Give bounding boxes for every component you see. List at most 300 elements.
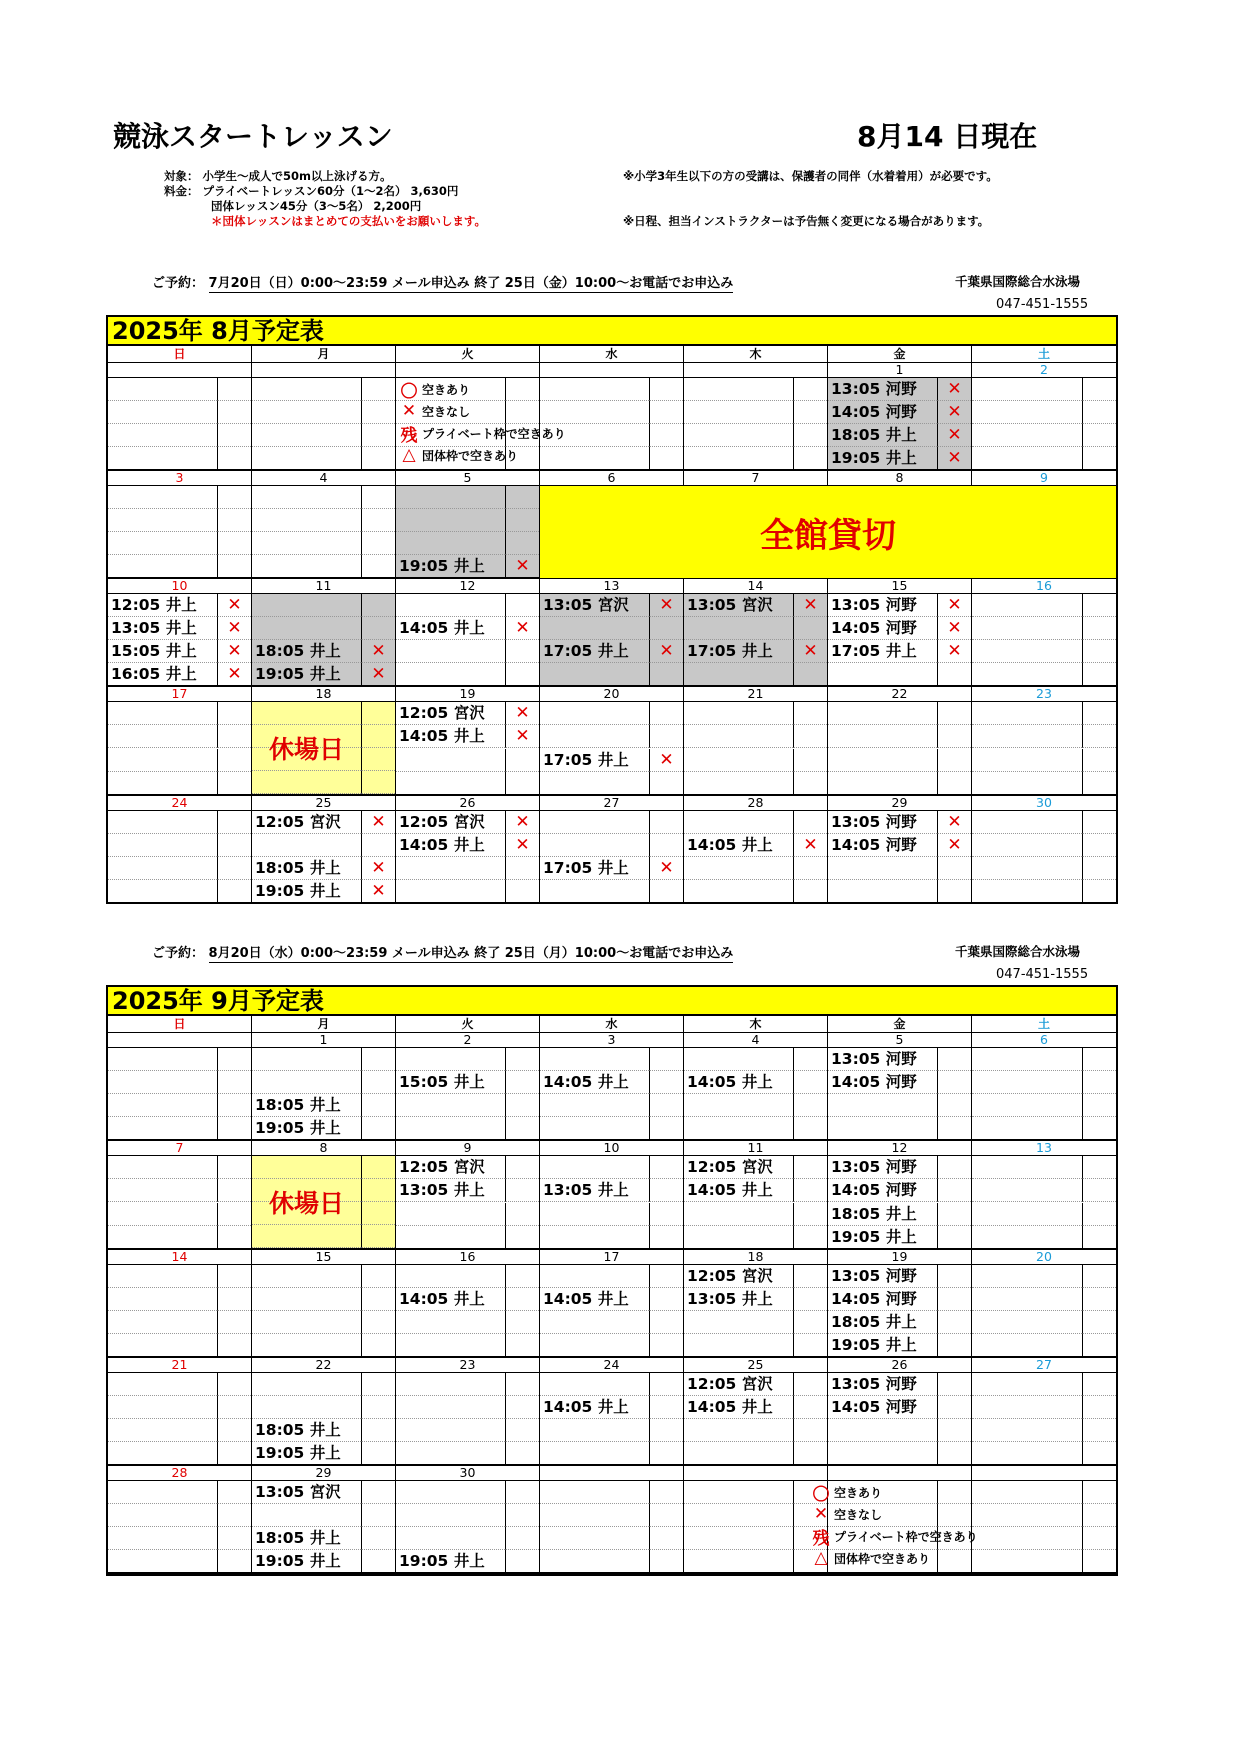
- lesson-slot[interactable]: [252, 1311, 361, 1334]
- lesson-slot[interactable]: [972, 702, 1082, 725]
- lesson-slot[interactable]: [108, 1550, 217, 1572]
- availability-mark: [217, 532, 251, 555]
- lesson-slot[interactable]: [396, 1527, 505, 1550]
- lesson-slot[interactable]: 13:05 河野: [828, 1265, 937, 1288]
- availability-mark: [361, 1334, 395, 1356]
- lesson-slot[interactable]: [396, 857, 505, 880]
- lesson-slot[interactable]: [252, 509, 361, 532]
- lesson-slot[interactable]: 13:05 宮沢: [252, 1481, 361, 1504]
- lesson-slot[interactable]: [108, 1396, 217, 1419]
- lesson-slot[interactable]: [972, 1527, 1082, 1550]
- availability-mark: [361, 555, 395, 577]
- lesson-slot[interactable]: 13:05 井上: [684, 1288, 793, 1311]
- availability-mark: [793, 1048, 827, 1071]
- lesson-slot[interactable]: 13:05 宮沢: [684, 594, 793, 617]
- weekday-header: [108, 1016, 1116, 1033]
- lesson-slot[interactable]: 17:05 井上: [540, 749, 649, 772]
- lesson-slot[interactable]: [252, 424, 361, 447]
- lesson-slot[interactable]: 13:05 井上: [108, 617, 217, 640]
- lesson-slot[interactable]: [684, 1419, 793, 1442]
- lesson-slot[interactable]: [108, 834, 217, 857]
- lesson-slot[interactable]: [108, 1481, 217, 1504]
- lesson-slot[interactable]: [108, 1334, 217, 1356]
- lesson-slot[interactable]: [540, 1442, 649, 1464]
- week-body: [108, 378, 1116, 469]
- lesson-slot[interactable]: 18:05 井上: [252, 1419, 361, 1442]
- lesson-slot[interactable]: [972, 1481, 1082, 1504]
- lesson-slot[interactable]: 12:05 宮沢: [684, 1373, 793, 1396]
- lesson-slot[interactable]: 12:05 宮沢: [684, 1265, 793, 1288]
- lesson-slot[interactable]: [252, 834, 361, 857]
- availability-mark: [649, 1481, 683, 1504]
- lesson-slot[interactable]: [396, 532, 505, 555]
- lesson-slot[interactable]: [396, 1226, 505, 1248]
- lesson-slot[interactable]: [108, 725, 217, 748]
- lesson-slot[interactable]: [540, 1550, 649, 1572]
- lesson-slot[interactable]: 17:05 井上: [828, 640, 937, 663]
- lesson-slot[interactable]: [972, 424, 1082, 447]
- lesson-slot[interactable]: [396, 1504, 505, 1527]
- lesson-slot[interactable]: 14:05 井上: [684, 1179, 793, 1202]
- lesson-slot[interactable]: [252, 1504, 361, 1527]
- availability-mark: ✕: [937, 424, 971, 447]
- lesson-slot[interactable]: [396, 1373, 505, 1396]
- lesson-slot[interactable]: [540, 1419, 649, 1442]
- date-cell: 4: [684, 1033, 828, 1047]
- lesson-slot[interactable]: [684, 1504, 793, 1527]
- lesson-slot[interactable]: [108, 1419, 217, 1442]
- lesson-slot[interactable]: [972, 1203, 1082, 1226]
- lesson-slot[interactable]: [684, 1442, 793, 1464]
- lesson-slot[interactable]: [972, 1373, 1082, 1396]
- lesson-slot[interactable]: [684, 1203, 793, 1226]
- lesson-slot[interactable]: [540, 617, 649, 640]
- lesson-slot[interactable]: 14:05 井上: [396, 617, 505, 640]
- lesson-slot[interactable]: [252, 447, 361, 469]
- lesson-slot[interactable]: [396, 1396, 505, 1419]
- lesson-slot[interactable]: [540, 1504, 649, 1527]
- lesson-slot[interactable]: [684, 1527, 793, 1550]
- lesson-slot[interactable]: [972, 1334, 1082, 1356]
- lesson-slot[interactable]: [684, 811, 793, 834]
- lesson-slot[interactable]: [972, 1550, 1082, 1572]
- day-cell: [396, 702, 540, 794]
- lesson-slot[interactable]: [252, 1373, 361, 1396]
- availability-mark: ✕: [505, 617, 539, 640]
- lesson-slot[interactable]: 13:05 井上: [396, 1179, 505, 1202]
- lesson-slot[interactable]: [540, 663, 649, 685]
- lesson-slot[interactable]: [396, 594, 505, 617]
- lesson-slot[interactable]: 13:05 河野: [828, 594, 937, 617]
- lesson-slot[interactable]: [540, 1094, 649, 1117]
- date-cell: 11: [252, 579, 396, 593]
- availability-mark: [793, 1071, 827, 1094]
- lesson-slot[interactable]: 19:05 井上: [399, 1552, 485, 1570]
- lesson-slot[interactable]: 17:05 井上: [684, 640, 793, 663]
- lesson-slot[interactable]: [108, 1203, 217, 1226]
- availability-mark: [505, 1373, 539, 1396]
- lesson-slot[interactable]: 19:05 井上: [255, 665, 341, 683]
- lesson-slot[interactable]: [684, 447, 793, 469]
- lesson-slot[interactable]: [540, 1481, 649, 1504]
- lesson-slot[interactable]: [972, 1048, 1082, 1071]
- lesson-slot[interactable]: [972, 640, 1082, 663]
- lesson-slot[interactable]: [108, 532, 217, 555]
- lesson-slot[interactable]: [396, 486, 505, 509]
- lesson-slot[interactable]: [972, 1156, 1082, 1179]
- lesson-slot[interactable]: [252, 532, 361, 555]
- lesson-slot[interactable]: 12:05 宮沢: [252, 811, 361, 834]
- lesson-slot[interactable]: [108, 1094, 217, 1117]
- lesson-slot[interactable]: 14:05 河野: [828, 617, 937, 640]
- availability-mark: [217, 811, 251, 834]
- lesson-slot[interactable]: [396, 749, 505, 772]
- availability-mark: [1082, 1311, 1116, 1334]
- lesson-slot[interactable]: 13:05 河野: [828, 1156, 937, 1179]
- lesson-slot[interactable]: [828, 1419, 937, 1442]
- lesson-slot[interactable]: 19:05 井上: [255, 1444, 341, 1462]
- date-cell: 10: [108, 579, 252, 593]
- lesson-slot[interactable]: [108, 1226, 217, 1248]
- lesson-slot[interactable]: 19:05 井上: [831, 1336, 917, 1354]
- lesson-slot[interactable]: [108, 401, 217, 424]
- lesson-slot[interactable]: [108, 1311, 217, 1334]
- august-calendar: [106, 315, 1118, 904]
- lesson-slot[interactable]: 18:05 井上: [828, 1203, 937, 1226]
- lesson-slot[interactable]: 14:05 河野: [828, 834, 937, 857]
- lesson-slot[interactable]: [828, 702, 937, 725]
- lesson-slot[interactable]: [252, 594, 361, 617]
- lesson-slot[interactable]: [972, 1094, 1082, 1117]
- legend-row: [808, 1547, 978, 1569]
- lesson-slot[interactable]: [252, 401, 361, 424]
- availability-mark: ✕: [505, 834, 539, 857]
- lesson-slot[interactable]: [972, 834, 1082, 857]
- lesson-slot[interactable]: [252, 378, 361, 401]
- lesson-slot[interactable]: [540, 811, 649, 834]
- lesson-slot[interactable]: 14:05 井上: [684, 1396, 793, 1419]
- lesson-slot[interactable]: 14:05 井上: [396, 834, 505, 857]
- lesson-slot[interactable]: [108, 509, 217, 532]
- lesson-slot[interactable]: 16:05 井上: [111, 665, 197, 683]
- lesson-slot[interactable]: [828, 772, 937, 794]
- availability-mark: ✕: [217, 594, 251, 617]
- lesson-slot[interactable]: 18:05 井上: [252, 1094, 361, 1117]
- lesson-slot[interactable]: [108, 1265, 217, 1288]
- day-cell: [252, 594, 396, 685]
- lesson-slot[interactable]: [972, 1117, 1082, 1139]
- week-body: [108, 1048, 1116, 1139]
- facility-name: 千葉県国際総合水泳場: [955, 274, 1081, 289]
- lesson-slot[interactable]: [252, 1265, 361, 1288]
- lesson-slot[interactable]: [684, 1117, 793, 1139]
- lesson-slot[interactable]: 14:05 井上: [396, 1288, 505, 1311]
- lesson-slot[interactable]: [396, 772, 505, 794]
- date-cell: 3: [540, 1033, 684, 1047]
- lesson-slot[interactable]: [252, 1071, 361, 1094]
- lesson-slot[interactable]: [684, 1311, 793, 1334]
- lesson-slot[interactable]: [396, 1265, 505, 1288]
- lesson-slot[interactable]: [252, 1396, 361, 1419]
- lesson-slot[interactable]: [684, 1226, 793, 1248]
- availability-mark: [937, 1094, 971, 1117]
- lesson-slot[interactable]: [972, 1179, 1082, 1202]
- availability-mark: [361, 1527, 395, 1550]
- lesson-slot[interactable]: [108, 1288, 217, 1311]
- lesson-slot[interactable]: [108, 857, 217, 880]
- availability-mark: ✕: [793, 834, 827, 857]
- lesson-slot[interactable]: [684, 424, 793, 447]
- lesson-slot[interactable]: [684, 880, 793, 902]
- lesson-slot[interactable]: [396, 1203, 505, 1226]
- lesson-slot[interactable]: [972, 1419, 1082, 1442]
- lesson-slot[interactable]: 14:05 井上: [684, 834, 793, 857]
- lesson-slot[interactable]: [828, 1442, 937, 1464]
- lesson-slot[interactable]: [540, 1048, 649, 1071]
- date-row: [108, 579, 1116, 594]
- lesson-slot[interactable]: [396, 880, 505, 902]
- lesson-slot[interactable]: [108, 1504, 217, 1527]
- lesson-slot[interactable]: [252, 1048, 361, 1071]
- availability-mark: ✕: [361, 880, 395, 902]
- lesson-slot[interactable]: [972, 772, 1082, 794]
- lesson-slot[interactable]: 19:05 井上: [255, 882, 341, 900]
- availability-mark: [217, 1396, 251, 1419]
- availability-mark: [361, 1179, 395, 1202]
- lesson-slot[interactable]: [972, 1442, 1082, 1464]
- lesson-slot[interactable]: [684, 749, 793, 772]
- lesson-slot[interactable]: 12:05 井上: [108, 594, 217, 617]
- lesson-slot[interactable]: [540, 772, 649, 794]
- lesson-slot[interactable]: 13:05 井上: [540, 1179, 649, 1202]
- lesson-slot[interactable]: [972, 1226, 1082, 1248]
- lesson-slot[interactable]: [972, 447, 1082, 469]
- availability-mark: [793, 617, 827, 640]
- lesson-slot[interactable]: [252, 617, 361, 640]
- lesson-slot[interactable]: [540, 880, 649, 902]
- lesson-slot[interactable]: [108, 1117, 217, 1139]
- lesson-slot[interactable]: 12:05 宮沢: [396, 1156, 505, 1179]
- lesson-slot[interactable]: 14:05 河野: [828, 1396, 937, 1419]
- lesson-slot[interactable]: [540, 702, 649, 725]
- lesson-slot[interactable]: [972, 1504, 1082, 1527]
- lesson-slot[interactable]: [972, 1288, 1082, 1311]
- lesson-slot[interactable]: [396, 1334, 505, 1356]
- lesson-slot[interactable]: [684, 1048, 793, 1071]
- lesson-slot[interactable]: [972, 378, 1082, 401]
- availability-mark: [361, 1071, 395, 1094]
- date-cell: [828, 1466, 972, 1480]
- lesson-slot[interactable]: [828, 1094, 937, 1117]
- lesson-slot[interactable]: [684, 401, 793, 424]
- lesson-slot[interactable]: [108, 1527, 217, 1550]
- lesson-slot[interactable]: 18:05 井上: [252, 1527, 361, 1550]
- lesson-slot[interactable]: [684, 1334, 793, 1356]
- lesson-slot[interactable]: 14:05 井上: [540, 1288, 649, 1311]
- legend-symbol: 〇: [400, 381, 418, 402]
- lesson-slot[interactable]: [684, 1550, 793, 1572]
- lesson-slot[interactable]: [108, 880, 217, 902]
- lesson-slot[interactable]: [972, 594, 1082, 617]
- lesson-slot[interactable]: [828, 663, 937, 685]
- lesson-slot[interactable]: [684, 1094, 793, 1117]
- lesson-slot[interactable]: [252, 486, 361, 509]
- lesson-slot[interactable]: [252, 1334, 361, 1356]
- lesson-slot[interactable]: [108, 811, 217, 834]
- day-cell: [252, 486, 396, 577]
- lesson-slot[interactable]: 13:05 宮沢: [540, 594, 649, 617]
- lesson-slot[interactable]: [396, 1117, 505, 1139]
- lesson-slot[interactable]: [396, 640, 505, 663]
- lesson-slot[interactable]: [108, 424, 217, 447]
- lesson-slot[interactable]: [396, 509, 505, 532]
- lesson-slot[interactable]: 18:05 井上: [828, 1311, 937, 1334]
- day-cell: [684, 378, 828, 469]
- lesson-slot[interactable]: [684, 857, 793, 880]
- lesson-slot[interactable]: [684, 725, 793, 748]
- lesson-slot[interactable]: [252, 1288, 361, 1311]
- lesson-slot[interactable]: [828, 857, 937, 880]
- lesson-slot[interactable]: [972, 401, 1082, 424]
- lesson-slot[interactable]: [540, 1226, 649, 1248]
- lesson-slot[interactable]: [540, 1311, 649, 1334]
- lesson-slot[interactable]: [540, 1265, 649, 1288]
- lesson-slot[interactable]: [972, 1396, 1082, 1419]
- lesson-slot[interactable]: [108, 1442, 217, 1464]
- lesson-slot[interactable]: 13:05 河野: [828, 1048, 937, 1071]
- day-cell: [396, 594, 540, 685]
- lesson-slot[interactable]: [396, 1311, 505, 1334]
- lesson-slot[interactable]: [108, 749, 217, 772]
- lesson-slot[interactable]: [972, 749, 1082, 772]
- lesson-slot[interactable]: 15:05 井上: [396, 1071, 505, 1094]
- availability-mark: [217, 857, 251, 880]
- availability-mark: [937, 663, 971, 685]
- date-cell: [540, 363, 684, 377]
- legend-row: [396, 378, 566, 400]
- lesson-slot[interactable]: [396, 1481, 505, 1504]
- lesson-slot[interactable]: [972, 811, 1082, 834]
- week-row: [108, 1033, 1116, 1141]
- lesson-slot[interactable]: [972, 1265, 1082, 1288]
- availability-mark: [937, 1156, 971, 1179]
- availability-mark: [1082, 857, 1116, 880]
- lesson-slot[interactable]: [108, 1071, 217, 1094]
- lesson-slot[interactable]: [108, 702, 217, 725]
- lesson-slot[interactable]: [108, 555, 217, 577]
- lesson-slot[interactable]: 19:05 井上: [831, 449, 917, 467]
- lesson-slot[interactable]: 15:05 井上: [108, 640, 217, 663]
- lesson-slot[interactable]: [684, 702, 793, 725]
- lesson-slot[interactable]: 17:05 井上: [540, 857, 649, 880]
- lesson-slot[interactable]: [828, 725, 937, 748]
- lesson-slot[interactable]: 14:05 河野: [828, 401, 937, 424]
- lesson-slot[interactable]: [828, 1117, 937, 1139]
- lesson-slot[interactable]: [396, 1048, 505, 1071]
- lesson-slot[interactable]: [972, 880, 1082, 902]
- lesson-slot[interactable]: 12:05 宮沢: [396, 702, 505, 725]
- lesson-slot[interactable]: [540, 1527, 649, 1550]
- lesson-slot[interactable]: [396, 663, 505, 685]
- lesson-slot[interactable]: [108, 1156, 217, 1179]
- lesson-slot[interactable]: [396, 1094, 505, 1117]
- lesson-slot[interactable]: [540, 1156, 649, 1179]
- lesson-slot[interactable]: [540, 725, 649, 748]
- lesson-slot[interactable]: 14:05 井上: [540, 1071, 649, 1094]
- availability-mark: ✕: [505, 811, 539, 834]
- day-cell: [108, 1048, 252, 1139]
- lesson-slot[interactable]: [540, 1117, 649, 1139]
- lesson-slot[interactable]: [828, 749, 937, 772]
- lesson-slot[interactable]: 13:05 河野: [828, 1373, 937, 1396]
- weekday-4: 木: [684, 346, 828, 362]
- lesson-slot[interactable]: [540, 1203, 649, 1226]
- lesson-slot[interactable]: [972, 617, 1082, 640]
- lesson-slot[interactable]: [684, 772, 793, 794]
- day-cell: [828, 1265, 972, 1356]
- lesson-slot[interactable]: [108, 772, 217, 794]
- lesson-slot[interactable]: [108, 1179, 217, 1202]
- lesson-slot[interactable]: 19:05 井上: [399, 557, 485, 575]
- lesson-slot[interactable]: [684, 663, 793, 685]
- lesson-slot[interactable]: 17:05 井上: [540, 640, 649, 663]
- lesson-slot[interactable]: 12:05 宮沢: [684, 1156, 793, 1179]
- lesson-slot[interactable]: 14:05 井上: [396, 725, 505, 748]
- lesson-slot[interactable]: 12:05 宮沢: [396, 811, 505, 834]
- lesson-slot[interactable]: [396, 1419, 505, 1442]
- lesson-slot[interactable]: 18:05 井上: [252, 857, 361, 880]
- lesson-slot[interactable]: [972, 663, 1082, 685]
- lesson-slot[interactable]: [108, 378, 217, 401]
- lesson-slot[interactable]: 14:05 井上: [540, 1396, 649, 1419]
- lesson-slot[interactable]: 14:05 河野: [828, 1071, 937, 1094]
- lesson-slot[interactable]: [540, 1373, 649, 1396]
- weekday-header: [108, 346, 1116, 363]
- lesson-slot[interactable]: [684, 1481, 793, 1504]
- lesson-slot[interactable]: 19:05 井上: [831, 1227, 917, 1246]
- closed-day-label: 休場日: [268, 735, 344, 764]
- lesson-slot[interactable]: [972, 1071, 1082, 1094]
- lesson-slot[interactable]: [108, 447, 217, 469]
- lesson-slot[interactable]: [540, 1334, 649, 1356]
- lesson-slot[interactable]: 18:05 井上: [252, 640, 361, 663]
- lesson-slot[interactable]: [252, 555, 361, 577]
- lesson-slot[interactable]: [684, 617, 793, 640]
- lesson-slot[interactable]: [396, 1442, 505, 1464]
- lesson-slot[interactable]: 19:05 井上: [255, 1552, 341, 1570]
- availability-mark: [649, 1117, 683, 1139]
- lesson-slot[interactable]: [684, 378, 793, 401]
- lesson-slot[interactable]: [828, 880, 937, 902]
- lesson-slot[interactable]: [108, 486, 217, 509]
- lesson-slot[interactable]: [108, 1048, 217, 1071]
- lesson-slot[interactable]: [972, 857, 1082, 880]
- availability-mark: [361, 1094, 395, 1117]
- lesson-slot[interactable]: 14:05 河野: [828, 1179, 937, 1202]
- lesson-slot[interactable]: 13:05 河野: [828, 378, 937, 401]
- date-cell: 1: [828, 363, 972, 377]
- lesson-slot[interactable]: [108, 1373, 217, 1396]
- lesson-slot[interactable]: [540, 834, 649, 857]
- lesson-slot[interactable]: 14:05 井上: [684, 1071, 793, 1094]
- lesson-slot[interactable]: 13:05 河野: [828, 811, 937, 834]
- lesson-slot[interactable]: 14:05 河野: [828, 1288, 937, 1311]
- lesson-slot[interactable]: [972, 1311, 1082, 1334]
- availability-mark: [217, 1156, 251, 1179]
- lesson-slot[interactable]: 18:05 井上: [828, 424, 937, 447]
- lesson-slot[interactable]: [972, 725, 1082, 748]
- lesson-slot[interactable]: 19:05 井上: [255, 1119, 341, 1137]
